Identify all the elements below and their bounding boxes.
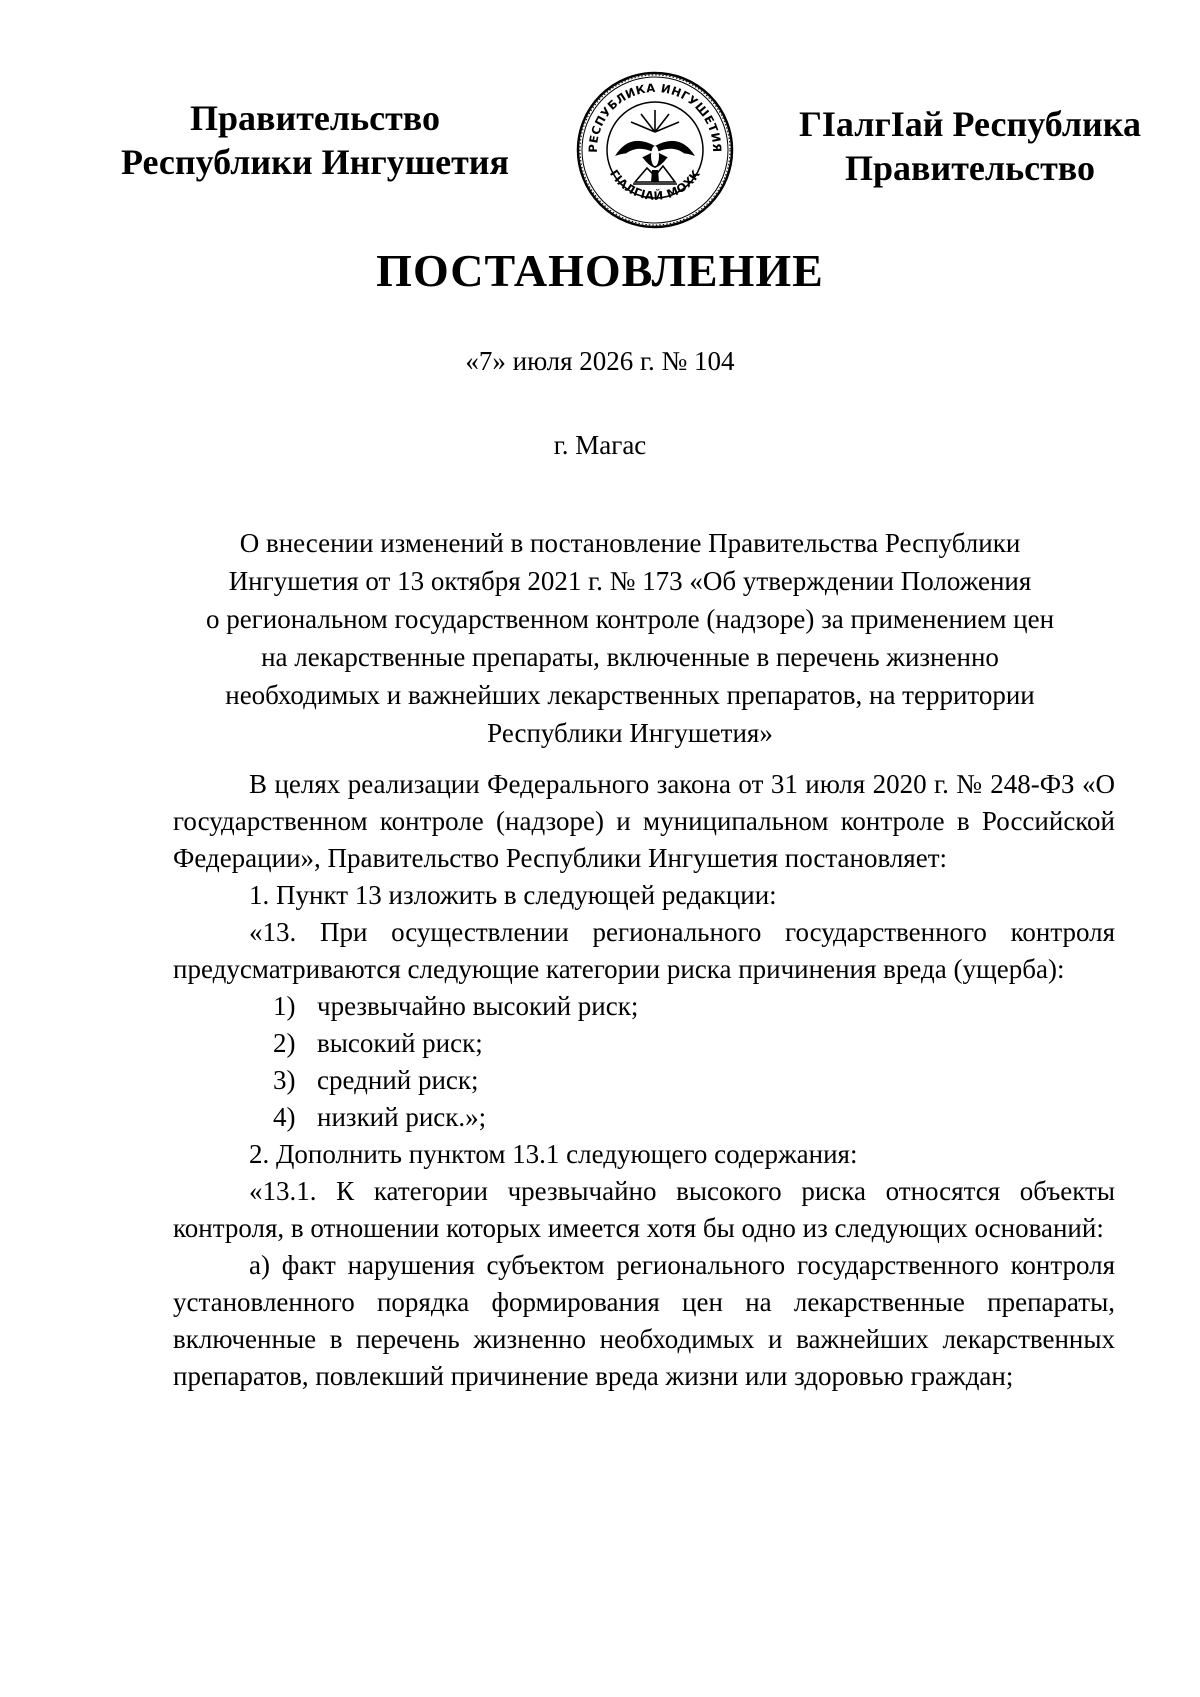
header-right-line1: ГIалгIай Республика: [799, 104, 1141, 144]
risk-list-text: низкий риск.»;: [317, 1102, 487, 1132]
risk-list-text: высокий риск;: [317, 1028, 483, 1058]
risk-list-item: [173, 1025, 1115, 1062]
header-left-line1: Правительство: [190, 98, 440, 138]
risk-list-number: 3): [273, 1065, 296, 1095]
header-right-line2: Правительство: [845, 148, 1095, 188]
title-line: о региональном государственном контроле (надзоре) за применением цен: [205, 604, 1055, 634]
document-date-number: «7» июля 2026 г. № 104: [465, 346, 735, 376]
document-type-heading: ПОСТАНОВЛЕНИЕ: [376, 245, 824, 296]
title-line: Ингушетия от 13 октября 2021 г. № 173 «Об утверждении Положения: [228, 566, 1032, 596]
risk-list-item: [173, 988, 1115, 1025]
document-body: [173, 766, 1115, 1395]
risk-list-text: чрезвычайно высокий риск;: [317, 991, 639, 1021]
item-2-text-paragraph: «13.1. К категории чрезвычайно высокого риска относятся объекты контроля, в отношении которых имеется хотя бы одно из следующих оснований:: [173, 1176, 1115, 1243]
risk-list-number: 2): [273, 1028, 296, 1058]
emblem-top-text: РЕСПУБЛИКА ИНГУШЕТИЯ: [585, 80, 725, 153]
preamble-paragraph: В целях реализации Федерального закона от 31 июля 2020 г. № 248-ФЗ «О государственном контроле (надзоре) и муниципальном контроле в Российской Федерации», Правительство Республики Ингушетия постановляет:: [173, 769, 1115, 873]
title-line: необходимых и важнейших лекарственных препаратов, на территории: [225, 680, 1035, 710]
risk-list-item: [173, 1062, 1115, 1099]
header-left: [110, 96, 520, 184]
document-city: г. Магас: [553, 430, 647, 460]
title-line: О внесении изменений в постановление Правительства Республики: [239, 528, 1021, 558]
risk-list-item: [173, 1099, 1115, 1136]
risk-list-number: 1): [273, 991, 296, 1021]
item-2-a-paragraph: а) факт нарушения субъектом регионального государственного контроля установленного порядка формирования цен на лекарственные препараты, включенные в перечень жизненно необходимых и важнейших лекарственных препаратов, повлекший причинение вреда жизни или здоровью граждан;: [173, 1250, 1115, 1391]
title-line: на лекарственные препараты, включенные в перечень жизненно: [261, 642, 999, 672]
risk-list-text: средний риск;: [317, 1065, 479, 1095]
emblem-bottom-text: ГIАЛГIАЙ МОХК: [606, 166, 704, 203]
document-title: [170, 524, 1090, 752]
item-2-paragraph: 2. Дополнить пунктом 13.1 следующего содержания:: [249, 1139, 858, 1169]
header-right: [790, 102, 1150, 190]
item-1-text-paragraph: «13. При осуществлении регионального государственного контроля предусматриваются следующие категории риска причинения вреда (ущерба):: [173, 917, 1115, 984]
risk-list-number: 4): [273, 1102, 296, 1132]
item-1-paragraph: 1. Пункт 13 изложить в следующей редакции:: [249, 880, 777, 910]
republic-emblem-icon: [575, 70, 735, 230]
header-left-line2: Республики Ингушетия: [120, 142, 510, 182]
title-line: Республики Ингушетия»: [487, 718, 773, 748]
